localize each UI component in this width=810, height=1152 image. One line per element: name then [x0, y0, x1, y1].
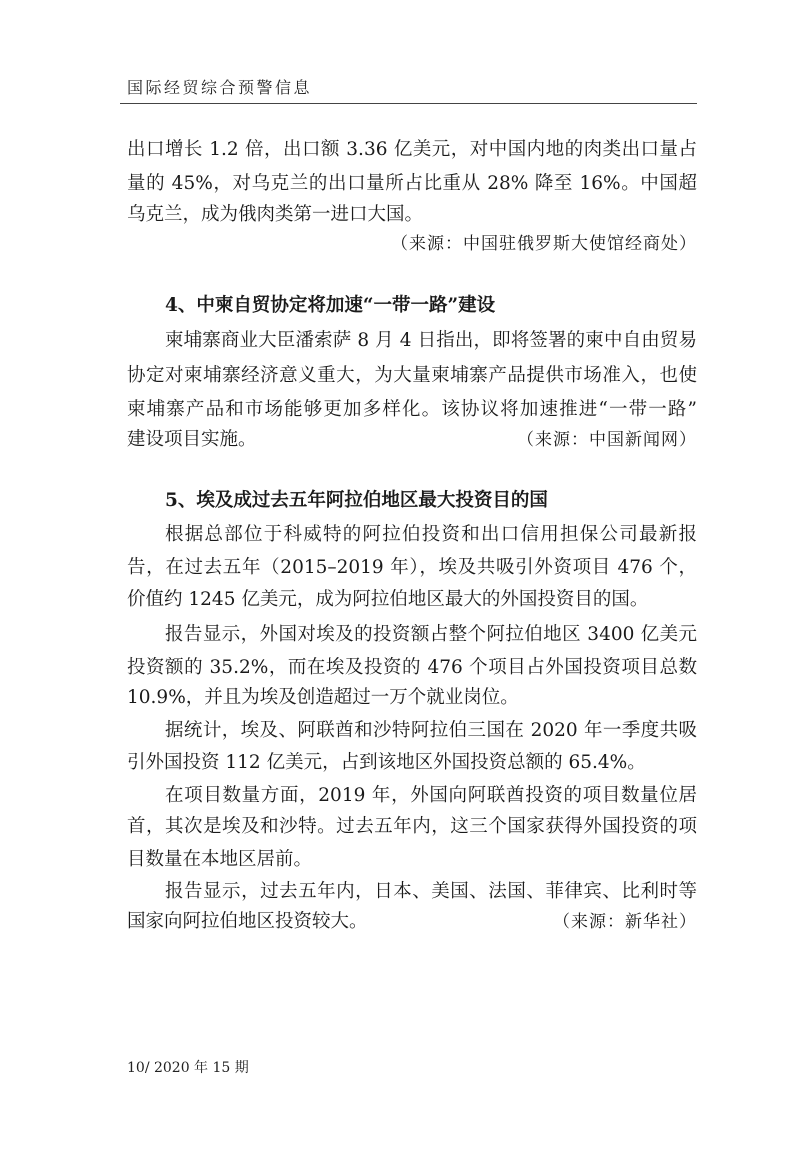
- source-note: （来源：中国驻俄罗斯大使馆经商处）: [391, 234, 697, 254]
- section-heading: 5、埃及成过去五年阿拉伯地区最大投资目的国: [165, 490, 548, 511]
- paragraph-line: 价值约 1245 亿美元，成为阿拉伯地区最大的外国投资目的国。: [127, 589, 649, 610]
- paragraph-line: 协定对柬埔寨经济意义重大，为大量柬埔寨产品提供市场准入，也使: [127, 365, 697, 386]
- paragraph-line: 报告显示，外国对埃及的投资额占整个阿拉伯地区 3400 亿美元: [165, 624, 697, 645]
- paragraph-line: 引外国投资 112 亿美元，占到该地区外国投资总额的 65.4%。: [127, 752, 646, 773]
- paragraph-line: 据统计，埃及、阿联酋和沙特阿拉伯三国在 2020 年一季度共吸: [165, 720, 697, 741]
- page-folio: 10/ 2020 年 15 期: [127, 1060, 249, 1076]
- paragraph-line: 建设项目实施。: [127, 429, 257, 450]
- paragraph-line: 告，在过去五年（2015–2019 年），埃及共吸引外资项目 476 个，: [127, 557, 697, 578]
- paragraph-line: 乌克兰，成为俄肉类第一进口大国。: [127, 204, 424, 225]
- paragraph-line: 报告显示，过去五年内，日本、美国、法国、菲律宾、比利时等: [165, 881, 697, 902]
- paragraph-line: 投资额的 35.2%，而在埃及投资的 476 个项目占外国投资项目总数: [127, 657, 697, 678]
- paragraph-line: 出口增长 1.2 倍，出口额 3.36 亿美元，对中国内地的肉类出口量占: [127, 139, 697, 160]
- section-heading: 4、中柬自贸协定将加速“一带一路”建设: [165, 295, 496, 316]
- paragraph-line: 国家向阿拉伯地区投资较大。: [127, 911, 368, 932]
- source-note: （来源：新华社）: [553, 912, 697, 932]
- paragraph-line: 首，其次是埃及和沙特。过去五年内，这三个国家获得外国投资的项: [127, 816, 697, 837]
- paragraph-line: 在项目数量方面，2019 年，外国向阿联酋投资的项目数量位居: [165, 785, 697, 806]
- paragraph-line: 10.9%，并且为埃及创造超过一万个就业岗位。: [127, 687, 519, 708]
- paragraph-line: 柬埔寨商业大臣潘索萨 8 月 4 日指出，即将签署的柬中自由贸易: [165, 330, 697, 351]
- paragraph-line: 量的 45%，对乌克兰的出口量所占比重从 28% 降至 16%。中国超: [127, 173, 697, 194]
- paragraph-line: 根据总部位于科威特的阿拉伯投资和出口信用担保公司最新报: [165, 524, 697, 545]
- header-rule: [120, 103, 697, 104]
- source-note: （来源：中国新闻网）: [517, 430, 697, 450]
- paragraph-line: 柬埔寨产品和市场能够更加多样化。该协议将加速推进“一带一路”: [127, 399, 697, 420]
- paragraph-line: 目数量在本地区居前。: [127, 849, 313, 870]
- running-header-title: 国际经贸综合预警信息: [127, 78, 313, 97]
